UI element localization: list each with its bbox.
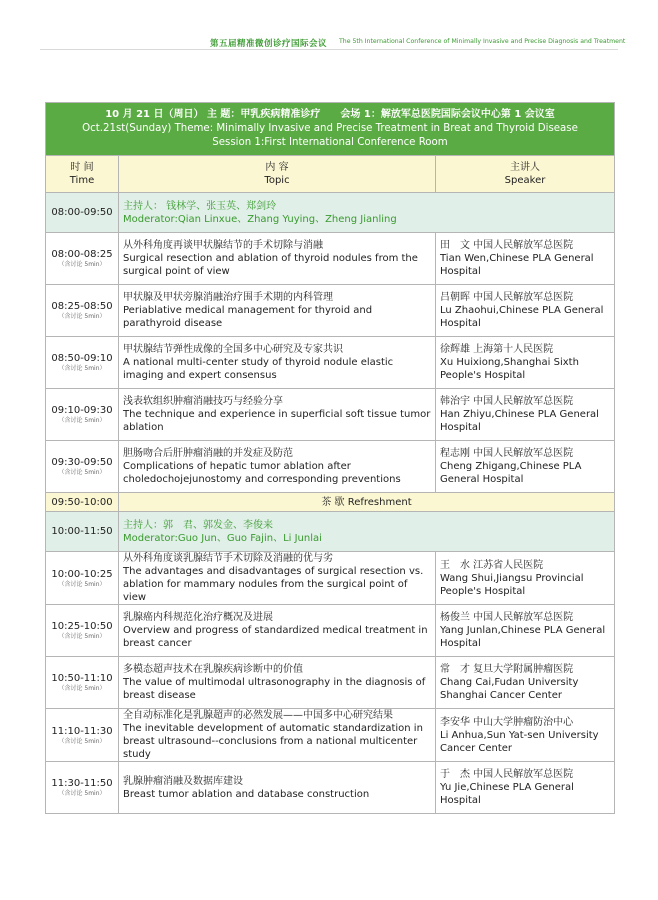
speaker-cn: 徐辉雄 上海第十人民医院 xyxy=(440,344,554,355)
talk-time-cell xyxy=(46,441,119,493)
talk-time: 11:10-11:30 xyxy=(51,725,113,737)
agenda-table xyxy=(45,102,615,814)
talk-row xyxy=(46,233,615,285)
talk-row xyxy=(46,605,615,657)
time-header-cn: 时 间 xyxy=(70,162,94,173)
talk-topic-cell xyxy=(119,285,436,337)
talk-speaker-cell xyxy=(436,285,615,337)
speaker-cn: 于 杰 中国人民解放军总医院 xyxy=(440,769,574,780)
topic-cn: 乳腺肿瘤消融及数据库建设 xyxy=(123,775,243,787)
speaker-en: Tian Wen,Chinese PLA General Hospital xyxy=(440,253,594,277)
moderator-row xyxy=(46,193,615,233)
column-header-topic xyxy=(119,156,436,193)
speaker-en: Lu Zhaohui,Chinese PLA General Hospital xyxy=(440,305,604,329)
discussion-note: （含讨论 5min） xyxy=(58,261,106,268)
talk-topic-cell xyxy=(119,657,436,709)
talk-speaker-cell xyxy=(436,552,615,605)
talk-time-cell xyxy=(46,233,119,285)
moderator-cn: 主持人：郭 君、郭发金、李俊来 xyxy=(123,519,273,531)
topic-header-en: Topic xyxy=(264,175,290,186)
conference-title-cn: 第五届精准微创诊疗国际会议 xyxy=(210,39,328,49)
speaker-en: Chang Cai,Fudan University Shanghai Cancer Center xyxy=(440,677,579,701)
speaker-en: Yang Junlan,Chinese PLA General Hospital xyxy=(440,625,606,649)
column-header-speaker xyxy=(436,156,615,193)
speaker-header-en: Speaker xyxy=(504,175,546,186)
topic-en: A national multi-center study of thyroid nodule elastic imaging and expert consensus xyxy=(123,357,394,381)
talk-speaker-cell xyxy=(436,233,615,285)
speaker-cn: 李安华 中山大学肿瘤防治中心 xyxy=(440,716,574,728)
topic-en: Periablative medical management for thyroid and parathyroid disease xyxy=(123,305,373,329)
talk-time: 08:00-08:25 xyxy=(51,249,113,260)
topic-cn: 从外科角度再谈甲状腺结节的手术切除与消融 xyxy=(123,240,323,251)
talk-time-cell xyxy=(46,389,119,441)
speaker-en: Cheng Zhigang,Chinese PLA General Hospital xyxy=(440,461,582,485)
discussion-note: （含讨论 5min） xyxy=(58,469,106,476)
talk-topic-cell xyxy=(119,337,436,389)
talk-time: 09:10-09:30 xyxy=(51,405,113,416)
talk-speaker-cell xyxy=(436,389,615,441)
moderator-cell xyxy=(119,512,615,552)
speaker-cn: 杨俊兰 中国人民解放军总医院 xyxy=(440,612,574,623)
discussion-note: （含讨论 5min） xyxy=(58,685,106,692)
topic-cn: 胆肠吻合后肝肿瘤消融的并发症及防范 xyxy=(123,448,293,459)
topic-header-cn: 内 容 xyxy=(265,162,289,173)
talk-time: 10:00-10:25 xyxy=(51,568,113,580)
talk-time: 10:25-10:50 xyxy=(51,621,113,632)
moderator-time: 08:00-09:50 xyxy=(46,193,119,233)
session-title-en: Oct.21st(Sunday) Theme: Minimally Invasive and Precise Treatment in Breat and Thyroid Disease xyxy=(82,123,578,134)
moderator-cn: 主持人： 钱林学、张玉英、郑剑玲 xyxy=(123,200,277,212)
talk-row xyxy=(46,762,615,814)
talk-time: 08:25-08:50 xyxy=(51,301,113,312)
talk-topic-cell xyxy=(119,441,436,493)
talk-topic-cell xyxy=(119,605,436,657)
talk-time: 11:30-11:50 xyxy=(51,778,113,789)
talk-row xyxy=(46,552,615,605)
speaker-cn: 吕朝晖 中国人民解放军总医院 xyxy=(440,292,574,303)
session-title-cell xyxy=(46,103,615,156)
talk-topic-cell xyxy=(119,552,436,605)
discussion-note: （含讨论 5min） xyxy=(58,313,106,320)
talk-time: 09:30-09:50 xyxy=(51,457,113,468)
topic-en: Overview and progress of standardized medical treatment in breast cancer xyxy=(123,625,428,649)
topic-en: Complications of hepatic tumor ablation after choledochojejunostomy and corresponding preventions xyxy=(123,461,401,485)
time-header-en: Time xyxy=(69,175,95,186)
speaker-cn: 田 文 中国人民解放军总医院 xyxy=(440,240,574,251)
topic-cn: 从外科角度谈乳腺结节手术切除及消融的优与劣 xyxy=(123,553,333,564)
column-header-row xyxy=(46,156,615,193)
moderator-en: Moderator:Qian Linxue、Zhang Yuying、Zheng Jianling xyxy=(123,213,397,225)
talk-time: 08:50-09:10 xyxy=(51,353,113,364)
session-title-cn: 10 月 21 日（周日） 主 题：甲乳疾病精准诊疗 会场 1：解放军总医院国际会议中心第 1 会议室 xyxy=(105,109,555,120)
discussion-note: （含讨论 5min） xyxy=(58,633,106,640)
session-title-row xyxy=(46,103,615,156)
speaker-en: Yu Jie,Chinese PLA General Hospital xyxy=(440,782,574,806)
session-room-en: Session 1:First International Conference Room xyxy=(212,137,448,148)
talk-time-cell xyxy=(46,285,119,337)
topic-cn: 浅表软组织肿瘤消融技巧与经验分享 xyxy=(123,396,283,407)
topic-cn: 全自动标准化是乳腺超声的必然发展——中国多中心研究结果 xyxy=(123,710,393,721)
talk-time-cell xyxy=(46,657,119,709)
topic-en: Breast tumor ablation and database construction xyxy=(123,788,370,800)
topic-en: Surgical resection and ablation of thyroid nodules from the surgical point of view xyxy=(123,253,418,277)
talk-time: 10:50-11:10 xyxy=(51,673,113,684)
topic-cn: 甲状腺及甲状旁腺消融治疗围手术期的内科管理 xyxy=(123,292,333,303)
speaker-en: Li Anhua,Sun Yat-sen University Cancer Center xyxy=(440,729,599,754)
topic-en: The advantages and disadvantages of surgical resection vs. ablation for mammary nodules from the surgical point of view xyxy=(123,566,424,603)
speaker-cn: 常 才 复旦大学附属肿瘤医院 xyxy=(440,664,574,675)
speaker-en: Wang Shui,Jiangsu Provincial People's Hospital xyxy=(440,572,584,597)
topic-en: The value of multimodal ultrasonography in the diagnosis of breast disease xyxy=(123,677,426,701)
speaker-cn: 程志刚 中国人民解放军总医院 xyxy=(440,448,574,459)
talk-speaker-cell xyxy=(436,337,615,389)
talk-speaker-cell xyxy=(436,709,615,762)
discussion-note: （含讨论 5min） xyxy=(58,580,106,588)
talk-row xyxy=(46,389,615,441)
discussion-note: （含讨论 5min） xyxy=(58,417,106,424)
talk-speaker-cell xyxy=(436,441,615,493)
topic-cn: 乳腺癌内科规范化治疗概况及进展 xyxy=(123,612,273,623)
talk-time-cell xyxy=(46,762,119,814)
topic-cn: 多模态超声技术在乳腺疾病诊断中的价值 xyxy=(123,664,303,675)
talk-time-cell xyxy=(46,709,119,762)
talk-time-cell xyxy=(46,605,119,657)
talk-topic-cell xyxy=(119,709,436,762)
talk-topic-cell xyxy=(119,389,436,441)
talk-time-cell xyxy=(46,552,119,605)
talk-row xyxy=(46,709,615,762)
talk-row xyxy=(46,657,615,709)
speaker-cn: 韩治宇 中国人民解放军总医院 xyxy=(440,396,574,407)
topic-en: The inevitable development of automatic standardization in breast ultrasound--conclusions from a national multicenter study xyxy=(123,723,423,760)
talk-time-cell xyxy=(46,337,119,389)
speaker-en: Xu Huixiong,Shanghai Sixth People's Hospital xyxy=(440,357,579,381)
moderator-en: Moderator:Guo Jun、Guo Fajin、Li Junlai xyxy=(123,532,322,544)
moderator-cell xyxy=(119,193,615,233)
topic-en: The technique and experience in superficial soft tissue tumor ablation xyxy=(123,409,431,433)
topic-cn: 甲状腺结节弹性成像的全国多中心研究及专家共识 xyxy=(123,344,343,355)
moderator-time: 10:00-11:50 xyxy=(46,512,119,552)
discussion-note: （含讨论 5min） xyxy=(58,365,106,372)
discussion-note: （含讨论 5min） xyxy=(58,737,106,745)
speaker-en: Han Zhiyu,Chinese PLA General Hospital xyxy=(440,409,599,433)
conference-title-en: The 5th International Conference of Minimally Invasive and Precise Diagnosis and Treatment xyxy=(339,38,626,45)
page-header xyxy=(0,0,658,56)
talk-topic-cell xyxy=(119,762,436,814)
speaker-cn: 王 水 江苏省人民医院 xyxy=(440,559,544,571)
talk-row xyxy=(46,337,615,389)
talk-speaker-cell xyxy=(436,657,615,709)
speaker-header-cn: 主讲人 xyxy=(510,162,540,173)
talk-topic-cell xyxy=(119,233,436,285)
talk-row xyxy=(46,441,615,493)
moderator-row xyxy=(46,512,615,552)
talk-speaker-cell xyxy=(436,762,615,814)
column-header-time xyxy=(46,156,119,193)
break-label: 茶 歇 Refreshment xyxy=(119,493,615,512)
talk-row xyxy=(46,285,615,337)
break-row xyxy=(46,493,615,512)
talk-speaker-cell xyxy=(436,605,615,657)
header-divider xyxy=(40,49,618,50)
break-time: 09:50-10:00 xyxy=(46,493,119,512)
discussion-note: （含讨论 5min） xyxy=(58,790,106,797)
